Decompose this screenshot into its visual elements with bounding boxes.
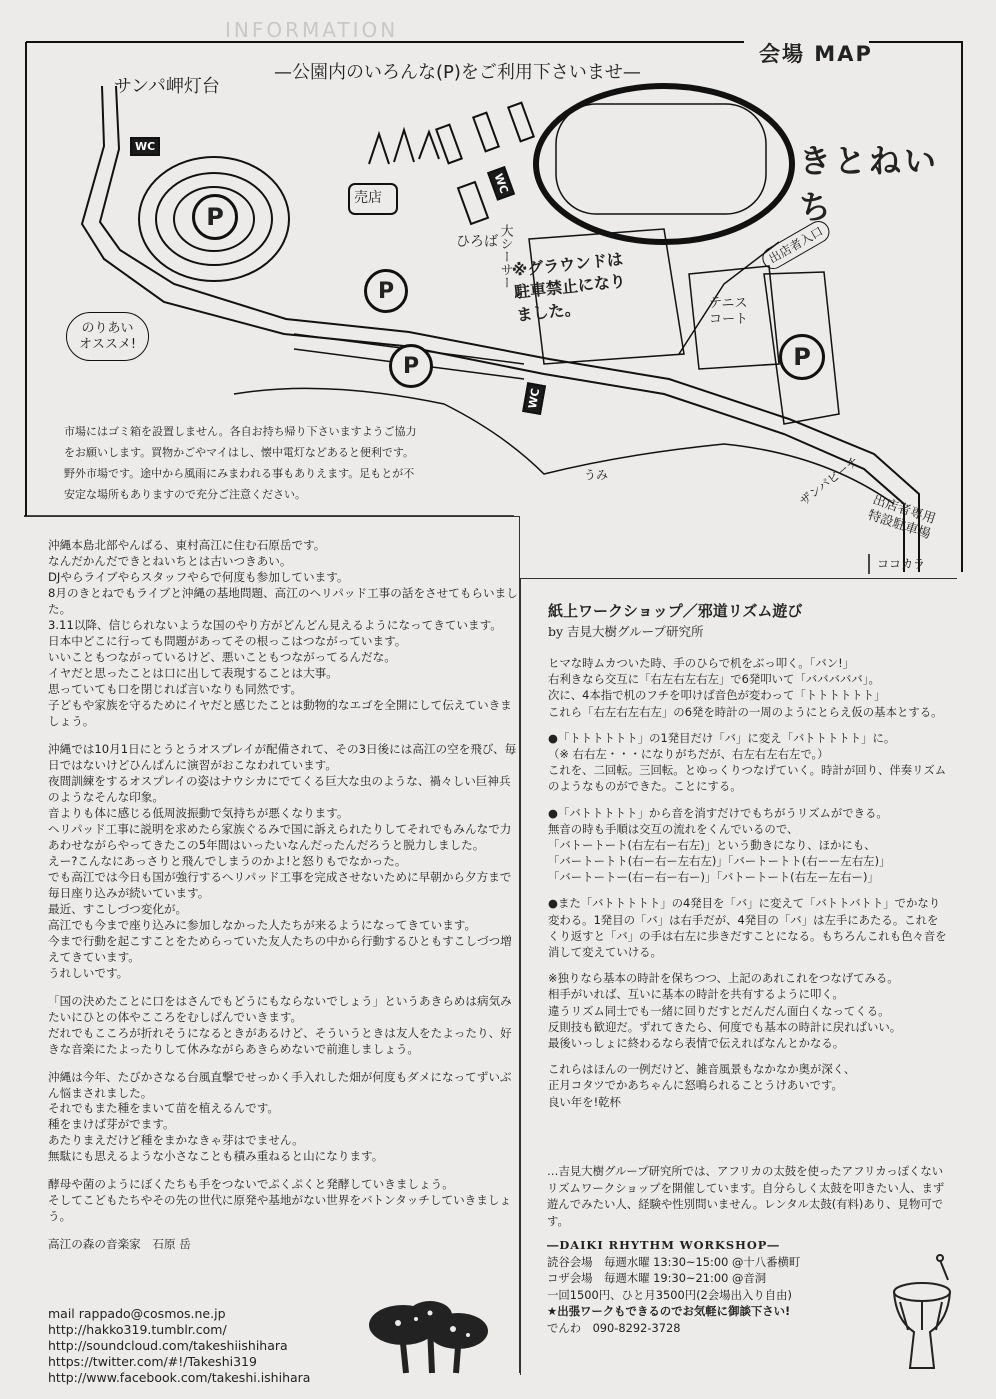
wc-icon: WC — [522, 382, 546, 415]
tennis-court-label: テニスコート — [709, 296, 749, 327]
venue-map — [24, 34, 967, 574]
drum-illustration — [880, 1250, 970, 1375]
from-here-label: ココカラ — [877, 557, 926, 571]
essay-paragraph: 沖縄は今年、たびかさなる台風直撃でせっかく手入れした畑が何度もダメになってずいぶん悩まされました。 それでもまた種をまいて苗を植えるんです。 種をまけば芽がでます。 あたりまえだけど種をまかなきゃ芽はでません。 無駄にも思えるような小さなことも積み重ねると山になります。 — [48, 1069, 512, 1164]
workshop-paragraph: ※独りなら基本の時計を保ちつつ、上記のあれこれをつなげてみる。 相手がいれば、互いに基本の時計を共有するように叩く。 違うリズム同士でも一緒に回りだすとだんだん面白くなってくる。 反則技も歓迎だ。ずれてきたら、何度でも基本の時計に戻ればいい。 最後いっしょに終わるなら表情で伝えればなんとかなる。 — [548, 971, 902, 1050]
workshop-text — [548, 655, 948, 1120]
schedule-line: 一回1500円、ひと月3500円(2会場出入り自由) — [547, 1287, 792, 1302]
essay-paragraph: 沖縄では10月1日にとうとうオスプレイが配備されて、その3日後には高江の空を飛び、毎日ではないけどひんぱんに演習がおこなわれています。 夜間訓練をするオスプレイの姿はナウシカにでてくる巨大な虫のような、禍々しい巨神兵のようなそんな印象。 音よりも体に感じる低周波振動で気持ちが悪くなります。 ヘリパッド工事に説明を求めたら家族ぐるみで国に訴えられたりしてそれでもみんなで力あわせながらやってきたこの5年間はいったいなんだったんだろうと脱力しました。 えー?こんなにあっさりと飛んでしまうのかよ!と怒りもでなかった。 でも高江では今日も国が強行するヘリパッド工事を完成させないために早朝から夕方まで毎日座り込みが続いています。 最近、すこしづつ変化が。 高江でも今まで座り込みに参加しなかった人たちが来るようになってきています。 今まで行動を起こすことをためらっていた友人たちの中から行動するひともすこしづつ増えてきています。 うれしいです。 — [48, 741, 517, 980]
parking-icon: P — [779, 334, 825, 380]
wc-icon: WC — [130, 137, 160, 156]
market-note: 市場にはゴミ箱を設置しません。各自お持ち帰り下さいますようご協力をお願いします。買物かごやマイはし、懐中電灯などあると便利です。野外市場です。途中から風雨にみまわれる事もありえます。足もとが不安定な場所もありますので充分ご注意ください。 — [64, 425, 417, 501]
mushroom-illustration — [358, 1295, 508, 1375]
essay-paragraph: 酵母や菌のようにぼくたちも手をつないでぷくぷくと発酵していきましょう。 そしてこどもたちやその先の世代に原発や基地がない世界をバトンタッチしていきましょう。 — [48, 1177, 512, 1224]
exhibitor-parking-label: 出店者専用 特設駐車場 — [865, 492, 938, 542]
beach-label: ザンパビーチ — [797, 453, 862, 509]
contact-block — [48, 1306, 310, 1386]
parking-icon: P — [192, 194, 238, 240]
contact-link-soundcloud[interactable]: http://soundcloud.com/takeshiishihara — [48, 1338, 288, 1353]
schedule-line: コザ会場 毎週木曜 19:30~21:00 @音洞 — [547, 1271, 767, 1286]
map-banner: —公園内のいろんな(P)をご利用下さいませ— — [274, 62, 641, 83]
essay-text — [48, 538, 518, 1257]
workshop-author: by 吉見大樹グループ研究所 — [548, 624, 704, 639]
slide-label: 大シーサー — [497, 224, 513, 289]
promo-text: …吉見大樹グループ研究所では、アフリカの太鼓を使ったアフリカっぽくないリズムワークショップを開催しています。自分らしく太鼓を叩きたい人、まず遊んでみたい人、経験や性別問いません。レンタル太鼓(有料)あり、見物可です。 — [547, 1164, 945, 1228]
schedule-line: ★出張ワークもできるのでお気軽に御談下さい! — [547, 1304, 791, 1319]
workshop-paragraph: ●「トトトトトト」の1発目だけ「バ」に変え「バトトトトト」に。 （※ 右右左・・・になりがちだが、右左右左右左で。） これを、二回転。三回転。とゆっくりつなげていく。時計が回り、伴奏リズムのようなものができた。ことにする。 — [548, 730, 947, 794]
shop-label: 売店 — [354, 190, 382, 206]
schedule-line: 読谷会場 毎週水曜 13:30~15:00 @十八番横町 — [547, 1254, 801, 1269]
wc-icon: WC — [487, 166, 515, 201]
essay-paragraph: 「国の決めたことに口をはさんでもどうにもならないでしょう」というあきらめは病気みたいにひとの体やこころをむしばんでいきます。 だれでもこころが折れそうになるときがあるけど、そういうときは友人をたよったり、好きな音楽にたよったりして休みながらあきらめないで前進しましょう。 — [48, 993, 512, 1056]
plaza-label: ひろば — [456, 234, 498, 250]
contact-link-facebook[interactable]: http://www.facebook.com/takeshi.ishihara — [48, 1370, 311, 1385]
parking-icon: P — [364, 269, 408, 313]
contact-link-twitter[interactable]: https://twitter.com/#!/Takeshi319 — [48, 1354, 257, 1369]
workshop-paragraph: これらはほんの一例だけど、雑音風景もなかなか奥が深く、 正月コタツでかあちゃんに怒鳴られることうけあいです。 良い年を!乾杯 — [548, 1062, 856, 1109]
sea-label: うみ — [584, 468, 609, 482]
contact-link-tumblr[interactable]: http://hakko319.tumblr.com/ — [48, 1322, 227, 1337]
event-name-label: きとねいち — [799, 142, 940, 226]
map-title: 会場 MAP — [759, 42, 873, 66]
phone-number[interactable]: でんわ 090-8292-3728 — [547, 1320, 681, 1335]
workshop-paragraph: ●また「バトトトトト」の4発目を「バ」に変えて「バトトバトト」でかなり変わる。1発目の「バ」は右手だが、4発目の「バ」は左手にあたる。これをくり返すと「バ」の手は右左に歩きだすことになる。もちろんこれも色々音を消して変えていける。 — [548, 896, 947, 959]
workshop-paragraph: ヒマな時ムカついた時、手のひらで机をぶっ叩く。「バン!」 右利きなら交互に「右左右左右左」で6発叩いて「バババババ」。 次に、4本指で机のフチを叩けば音色が変わって「トトトトトト」 これら「右左右左右左」の6発を時計の一周のようにとらえ仮の基本とする。 — [548, 656, 943, 719]
contact-mail[interactable]: mail rappado@cosmos.ne.jp — [48, 1306, 226, 1321]
workshop-paragraph: ●「バトトトトト」から音を消すだけでもちがうリズムができる。 無音の時も手順は交互の流れをくんでいるので、 「バトートート(右左右ー右左)」という動きになり、ほかにも、 「バートートト(右ー右ー左右左)」「バートートト(右ーー左右左)」 「バートートー(右ー右ー右ー)」「バトートート(右左ー左右ー)」 — [548, 805, 891, 885]
essay-signature: 高江の森の音楽家 石原 岳 — [48, 1237, 191, 1252]
exhibitor-entry-label: 出店者入口 — [758, 217, 833, 273]
cape-lighthouse-label: サンパ岬灯台 — [114, 76, 220, 97]
essay-paragraph: 沖縄本島北部やんばる、東村高江に住む石原岳です。 なんだかんだできとねいちとは古いつきあい。 DJやらライブやらスタッフやらで何度も参加しています。 8月のきとねでもライブと沖縄の基地問題、高江のヘリパッド工事の話をさせてもらいました。 3.11以降、信じられないような国のやり方がどんどん見えるようになってきています。 日本中どこに行っても問題があってその根っこはつながっています。 いいこともつながっているけど、悪いこともつながってるんだな。 イヤだと思ったことは口に出して表現することは大事。 思っていても口を閉じれば言いなりも同然です。 子どもや家族を守るためにイヤだと感じたことは動物的なエゴを全開にして伝えていきましょう。 — [48, 538, 518, 728]
workshop-title: 紙上ワークショップ／邪道リズム遊び — [548, 602, 803, 620]
parking-icon: P — [389, 344, 433, 388]
ground-parking-notice: ※グラウンドは 駐車禁止になり ました。 — [510, 249, 627, 325]
background-ghost-print: INFORMATION — [225, 18, 399, 42]
carpool-label: のりあい オススメ! — [66, 312, 149, 361]
schedule-heading: ―DAIKI RHYTHM WORKSHOP― — [547, 1238, 780, 1253]
